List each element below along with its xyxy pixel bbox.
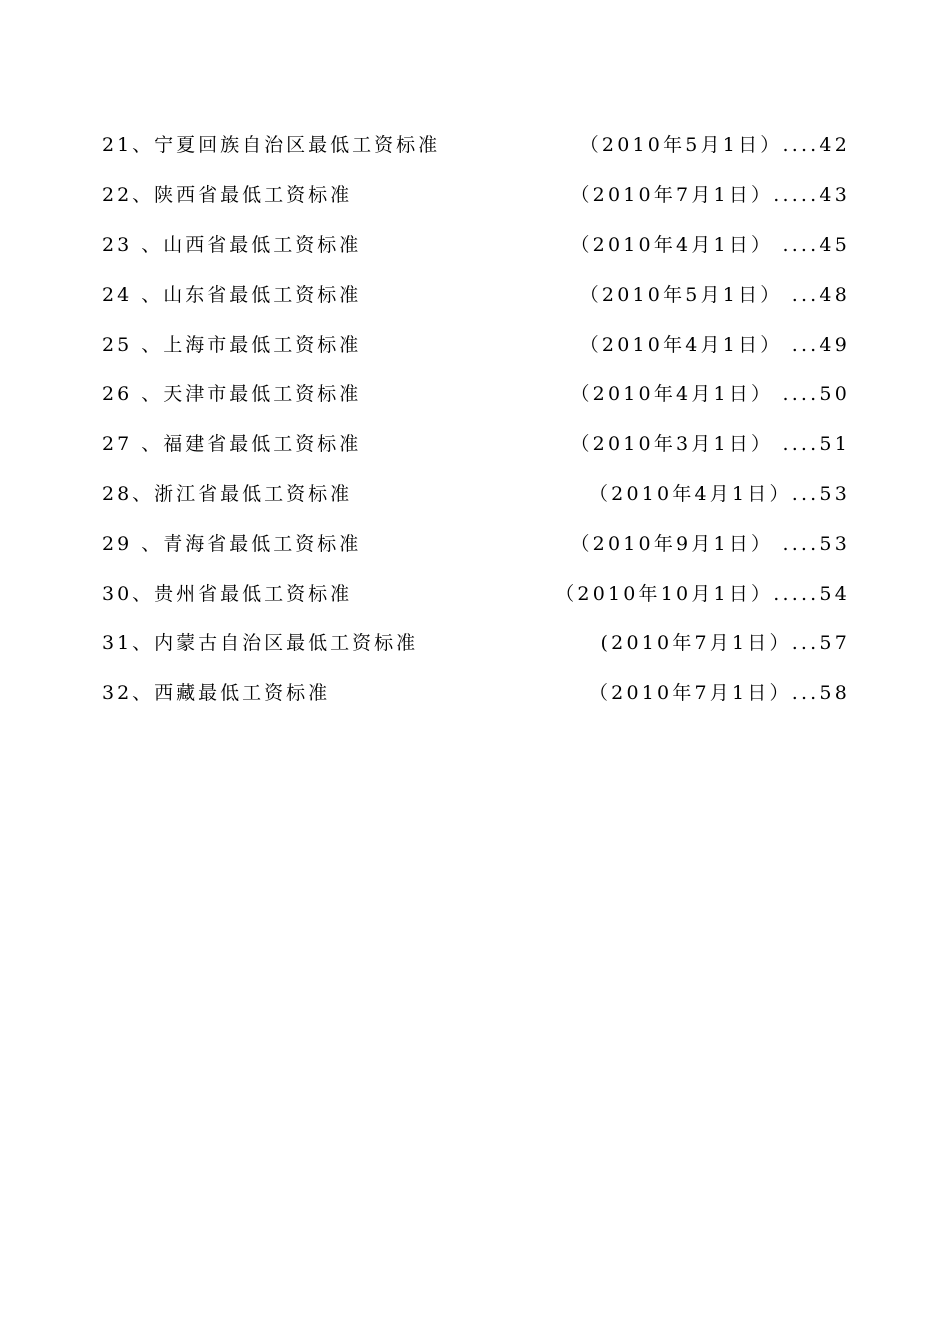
toc-entry[interactable] (102, 468, 850, 518)
toc-entry[interactable] (102, 517, 850, 567)
toc-entry-title: 22、陕西省最低工资标准 (102, 184, 353, 207)
toc-entry-title: 25 、上海市最低工资标准 (102, 333, 362, 356)
toc-entry[interactable] (102, 219, 850, 269)
toc-entry-date-page: （2010年4月1日） ....50 (570, 383, 850, 406)
toc-entry-date-page: (2010年7月1日）...57 (600, 632, 850, 655)
toc-entry-title: 21、宁夏回族自治区最低工资标准 (102, 134, 441, 157)
toc-entry-date-page: （2010年10月1日）.....54 (555, 582, 850, 605)
toc-entry-date-page: （2010年9月1日） ....53 (570, 532, 850, 555)
toc-entry-title: 23 、山西省最低工资标准 (102, 233, 362, 256)
toc-entry-title: 32、西藏最低工资标准 (102, 682, 331, 705)
toc-entry[interactable] (102, 667, 850, 717)
toc-entry-date-page: （2010年4月1日）...53 (588, 482, 850, 505)
toc-entry-date-page: （2010年4月1日） ...49 (579, 333, 850, 356)
toc-entry-date-page: （2010年5月1日） ...48 (579, 283, 850, 306)
toc-entry[interactable] (102, 567, 850, 617)
toc-entry-title: 30、贵州省最低工资标准 (102, 582, 353, 605)
toc-entry-date-page: （2010年7月1日）.....43 (570, 184, 850, 207)
toc-entry[interactable] (102, 119, 850, 169)
toc-entry-title: 26 、天津市最低工资标准 (102, 383, 362, 406)
toc-entry-date-page: （2010年4月1日） ....45 (570, 233, 850, 256)
toc-entry-date-page: （2010年3月1日） ....51 (570, 433, 850, 456)
toc-entry[interactable] (102, 418, 850, 468)
toc-entry-date-page: （2010年5月1日）....42 (579, 134, 850, 157)
toc-entry[interactable] (102, 169, 850, 219)
toc-entry-title: 29 、青海省最低工资标准 (102, 532, 362, 555)
toc-entry-title: 27 、福建省最低工资标准 (102, 433, 362, 456)
toc-entry-title: 31、内蒙古自治区最低工资标准 (102, 632, 419, 655)
toc-entry-date-page: （2010年7月1日）...58 (588, 682, 850, 705)
toc-entry[interactable] (102, 617, 850, 667)
toc-entry-title: 24 、山东省最低工资标准 (102, 283, 362, 306)
toc-entry-title: 28、浙江省最低工资标准 (102, 482, 353, 505)
toc-entry[interactable] (102, 368, 850, 418)
table-of-contents (102, 119, 850, 717)
toc-entry[interactable] (102, 268, 850, 318)
toc-entry[interactable] (102, 318, 850, 368)
